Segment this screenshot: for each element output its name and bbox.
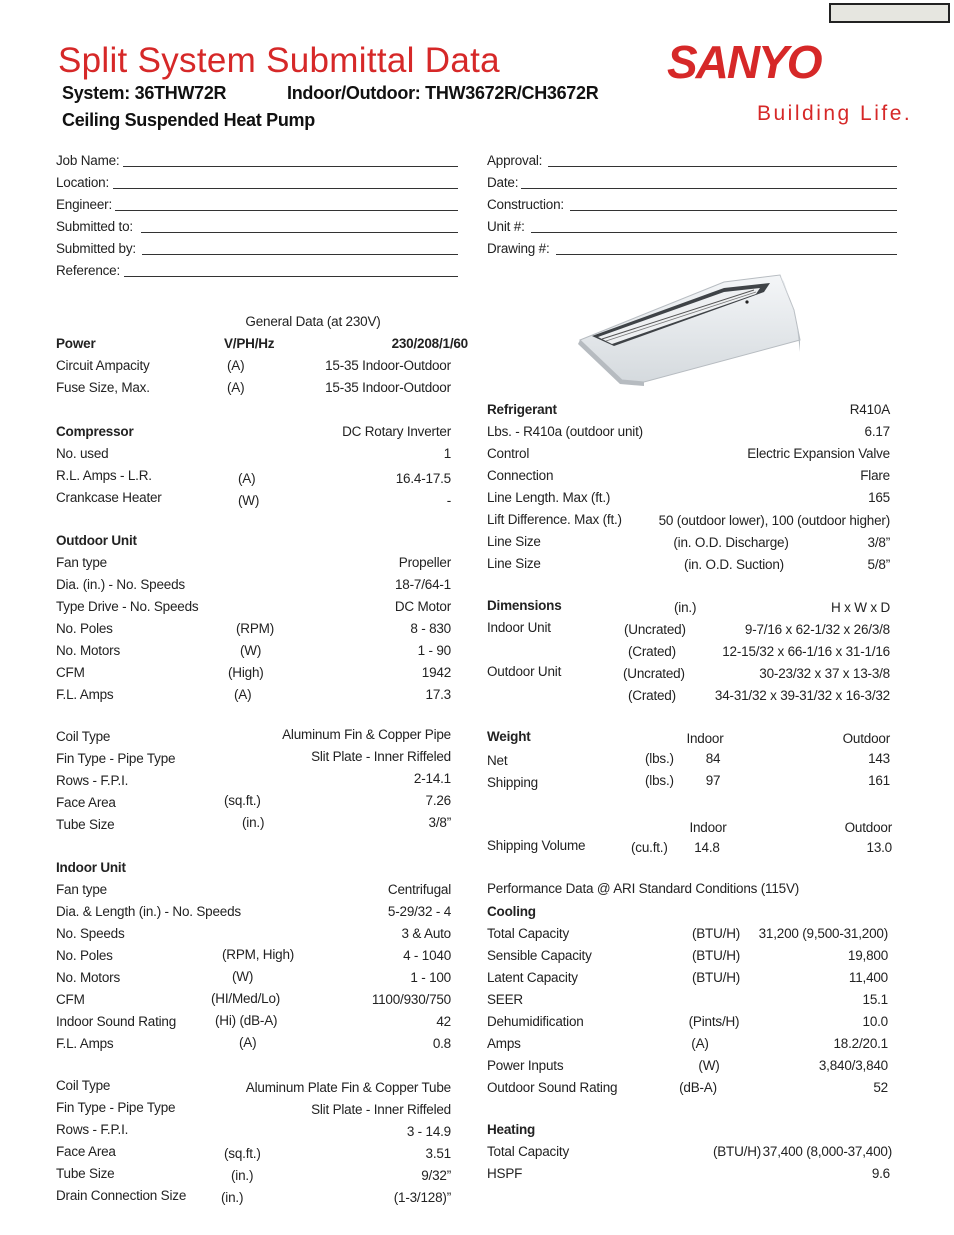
spec-value: 161: [868, 773, 890, 788]
spec-value: 5/8”: [867, 557, 890, 572]
spec-value: 3/8”: [428, 815, 451, 830]
spec-unit: (in. O.D. Suction): [684, 557, 784, 572]
spec-value: 3 & Auto: [401, 926, 451, 941]
spec-label: Fan type: [56, 882, 107, 897]
spec-unit: (W): [238, 493, 260, 508]
spec-value: 31,200 (9,500-31,200): [758, 926, 888, 941]
form-field-line[interactable]: [531, 232, 897, 233]
dimensions-hwd: H x W x D: [831, 600, 890, 615]
spec-value: 15-35 Indoor-Outdoor: [325, 380, 451, 395]
spec-value: Aluminum Fin & Copper Pipe: [282, 727, 451, 742]
cooling-heading: Cooling: [487, 904, 536, 919]
power-label: Power: [56, 336, 96, 351]
spec-value: 19,800: [847, 948, 888, 963]
spec-label: Tube Size: [56, 1166, 115, 1181]
spec-value: 0.8: [432, 1036, 451, 1051]
spec-value: 12-15/32 x 66-1/16 x 31-1/16: [722, 644, 890, 659]
spec-unit: (Hi) (dB-A): [215, 1013, 278, 1028]
spec-label: Sensible Capacity: [487, 948, 592, 963]
spec-unit: (dB-A): [679, 1080, 717, 1095]
spec-value: 18.2/20.1: [833, 1036, 888, 1051]
weight-col-indoor: Indoor: [686, 731, 724, 746]
spec-label: HSPF: [487, 1166, 523, 1181]
spec-value: 18-7/64-1: [395, 577, 451, 592]
tagline: Building Life.: [757, 102, 913, 125]
spec-unit: (A): [227, 358, 245, 373]
heating-heading: Heating: [487, 1122, 536, 1137]
spec-label: Rows - F.P.I.: [56, 1122, 129, 1137]
spec-value: 1 - 100: [410, 970, 451, 985]
spec-value: 3/8”: [867, 535, 890, 550]
spec-value: 15-35 Indoor-Outdoor: [325, 358, 451, 373]
form-field-line[interactable]: [124, 276, 458, 277]
form-field-line[interactable]: [570, 210, 897, 211]
spec-label: No. Poles: [56, 621, 113, 636]
indoor-unit-dims-label: Indoor Unit: [487, 620, 551, 635]
spec-value: 52: [873, 1080, 888, 1095]
top-right-box: [829, 3, 950, 23]
spec-label: Drain Connection Size: [56, 1188, 187, 1203]
shipping-volume-label: Shipping Volume: [487, 838, 586, 853]
spec-label: Line Size: [487, 534, 541, 549]
spec-unit: (in.): [221, 1190, 244, 1205]
spec-label: SEER: [487, 992, 523, 1007]
form-label: Location:: [56, 175, 109, 190]
spec-value: 10.0: [862, 1014, 888, 1029]
spec-unit: (Uncrated): [623, 666, 685, 681]
spec-label: Power Inputs: [487, 1058, 564, 1073]
form-field-line[interactable]: [113, 188, 458, 189]
spec-value: (1-3/128)”: [393, 1190, 451, 1205]
spec-value: 1: [443, 446, 451, 461]
indoor-outdoor-model: Indoor/Outdoor: THW3672R/CH3672R: [287, 83, 599, 103]
spec-value: 9.6: [871, 1166, 890, 1181]
form-label: Construction:: [487, 197, 564, 212]
spec-label: Latent Capacity: [487, 970, 578, 985]
system-model: System: 36THW72R: [62, 83, 227, 103]
form-label: Reference:: [56, 263, 121, 278]
spec-value: Slit Plate - Inner Riffeled: [311, 1102, 451, 1117]
sanyo-logo: [665, 38, 845, 86]
compressor-heading: Compressor: [56, 424, 134, 439]
weight-col-outdoor: Outdoor: [842, 731, 890, 746]
form-field-line[interactable]: [521, 188, 897, 189]
refrigerant-heading: Refrigerant: [487, 402, 557, 417]
spec-value: Electric Expansion Valve: [747, 446, 890, 461]
spec-unit: (BTU/H): [691, 926, 741, 941]
spec-label: Coil Type: [56, 1078, 111, 1093]
spec-label: F.L. Amps: [56, 687, 114, 702]
spec-unit: (sq.ft.): [224, 793, 261, 808]
spec-unit: (BTU/H): [691, 970, 741, 985]
dimensions-heading: Dimensions: [487, 598, 562, 613]
form-label: Submitted by:: [56, 241, 136, 256]
spec-unit: (in.): [231, 1168, 254, 1183]
spec-value: 84: [705, 751, 721, 766]
spec-unit: (RPM): [236, 621, 274, 636]
spec-unit: (A): [691, 1036, 709, 1051]
spec-value: Slit Plate - Inner Riffeled: [311, 749, 451, 764]
svg-text:SANYO: SANYO: [667, 38, 821, 86]
spec-unit: (A): [238, 471, 256, 486]
product-subtitle: Ceiling Suspended Heat Pump: [62, 110, 315, 130]
form-field-line[interactable]: [548, 166, 897, 167]
spec-unit: (in.): [242, 815, 265, 830]
spec-value: 15.1: [862, 992, 888, 1007]
spec-value: 4 - 1040: [403, 948, 451, 963]
spec-value: DC Motor: [394, 599, 451, 614]
spec-unit: (HI/Med/Lo): [211, 991, 281, 1006]
spec-label: CFM: [56, 665, 85, 680]
spec-value: -: [446, 493, 451, 508]
spec-label: Dehumidification: [487, 1014, 584, 1029]
spec-unit: (RPM, High): [222, 947, 295, 962]
spec-value: 37,400 (8,000-37,400): [762, 1144, 892, 1159]
compressor-type: DC Rotary Inverter: [342, 424, 451, 439]
volume-col-outdoor: Outdoor: [844, 820, 892, 835]
spec-label: Shipping: [487, 775, 538, 790]
spec-value: 8 - 830: [410, 621, 451, 636]
spec-unit: (lbs.): [645, 773, 674, 788]
spec-label: Rows - F.P.I.: [56, 773, 129, 788]
outdoor-unit-heading: Outdoor Unit: [56, 533, 137, 548]
spec-value: Aluminum Plate Fin & Copper Tube: [245, 1080, 451, 1095]
spec-label: Line Length. Max (ft.): [487, 490, 611, 505]
spec-value: 7.26: [425, 793, 451, 808]
performance-heading: Performance Data @ ARI Standard Conditions (115V): [487, 881, 800, 896]
spec-unit: (A): [234, 687, 252, 702]
spec-unit: (Uncrated): [624, 622, 686, 637]
spec-label: Dia. & Length (in.) - No. Speeds: [56, 904, 241, 919]
refrigerant-type: R410A: [849, 402, 890, 417]
spec-value: 5-29/32 - 4: [387, 904, 451, 919]
spec-label: Type Drive - No. Speeds: [56, 599, 199, 614]
spec-label: Fan type: [56, 555, 107, 570]
spec-label: F.L. Amps: [56, 1036, 114, 1051]
form-label: Date:: [487, 175, 519, 190]
spec-value: 3,840/3,840: [818, 1058, 888, 1073]
spec-unit: (W): [232, 969, 254, 984]
spec-value: 9/32”: [421, 1168, 451, 1183]
spec-value: 9-7/16 x 62-1/32 x 26/3/8: [744, 622, 890, 637]
indoor-unit-heading: Indoor Unit: [56, 860, 126, 875]
spec-unit: (Crated): [628, 644, 676, 659]
outdoor-unit-dims-label: Outdoor Unit: [487, 664, 562, 679]
spec-value: 6.17: [864, 424, 890, 439]
spec-value: 50 (outdoor lower), 100 (outdoor higher): [658, 513, 890, 528]
spec-label: No. Motors: [56, 643, 121, 658]
form-label: Submitted to:: [56, 219, 133, 234]
spec-unit: (BTU/H): [712, 1144, 762, 1159]
form-field-line[interactable]: [123, 166, 458, 167]
spec-label: Indoor Sound Rating: [56, 1014, 177, 1029]
spec-label: No. Poles: [56, 948, 113, 963]
spec-label: Total Capacity: [487, 1144, 569, 1159]
spec-value: 2-14.1: [413, 771, 451, 786]
form-field-line[interactable]: [141, 232, 458, 233]
spec-label: Control: [487, 446, 530, 461]
spec-label: Crankcase Heater: [56, 490, 162, 505]
form-label: Unit #:: [487, 219, 525, 234]
spec-value: 42: [436, 1014, 451, 1029]
spec-value: 1942: [421, 665, 451, 680]
page-title: Split System Submittal Data: [58, 41, 500, 80]
spec-label: Line Size: [487, 556, 541, 571]
spec-unit: (lbs.): [645, 751, 674, 766]
spec-unit: (cu.ft.): [631, 840, 668, 855]
ceiling-unit-image: [574, 270, 804, 390]
spec-label: Face Area: [56, 1144, 116, 1159]
spec-value: 97: [705, 773, 721, 788]
spec-value: 1100/930/750: [371, 992, 451, 1007]
spec-value: 14.8: [694, 840, 720, 855]
spec-label: Lift Difference. Max (ft.): [487, 512, 622, 527]
power-unit: V/PH/Hz: [224, 336, 275, 351]
spec-value: 30-23/32 x 37 x 13-3/8: [759, 666, 890, 681]
spec-label: Fin Type - Pipe Type: [56, 751, 176, 766]
spec-unit: (BTU/H): [691, 948, 741, 963]
spec-label: Amps: [487, 1036, 521, 1051]
spec-label: CFM: [56, 992, 85, 1007]
spec-unit: (A): [227, 380, 245, 395]
spec-value: Flare: [860, 468, 890, 483]
form-field-line[interactable]: [556, 254, 897, 255]
spec-value: 13.0: [866, 840, 892, 855]
spec-value: 11,400: [848, 970, 888, 985]
spec-label: No. Speeds: [56, 926, 125, 941]
spec-label: Connection: [487, 468, 554, 483]
spec-unit: (Pints/H): [688, 1014, 740, 1029]
spec-label: Outdoor Sound Rating: [487, 1080, 618, 1095]
spec-unit: (High): [228, 665, 264, 680]
form-label: Approval:: [487, 153, 543, 168]
spec-unit: (Crated): [628, 688, 676, 703]
spec-label: Dia. (in.) - No. Speeds: [56, 577, 185, 592]
spec-unit: (W): [698, 1058, 720, 1073]
spec-value: 34-31/32 x 39-31/32 x 16-3/32: [714, 688, 890, 703]
spec-label: Fuse Size, Max.: [56, 380, 150, 395]
spec-value: 3.51: [425, 1146, 451, 1161]
spec-value: 1 - 90: [417, 643, 451, 658]
general-data-heading: General Data (at 230V): [245, 314, 381, 329]
spec-label: No. used: [56, 446, 109, 461]
spec-label: Lbs. - R410a (outdoor unit): [487, 424, 643, 439]
form-label: Job Name:: [56, 153, 120, 168]
spec-value: Propeller: [398, 555, 451, 570]
spec-value: 16.4-17.5: [395, 471, 451, 486]
spec-label: Net: [487, 753, 508, 768]
power-value: 230/208/1/60: [391, 336, 468, 351]
spec-value: Centrifugal: [387, 882, 451, 897]
form-field-line[interactable]: [142, 254, 458, 255]
spec-label: R.L. Amps - L.R.: [56, 468, 152, 483]
dimensions-unit: (in.): [674, 600, 697, 615]
spec-label: Total Capacity: [487, 926, 569, 941]
spec-unit: (A): [239, 1035, 257, 1050]
volume-col-indoor: Indoor: [689, 820, 727, 835]
spec-value: 3 - 14.9: [406, 1124, 451, 1139]
form-label: Drawing #:: [487, 241, 550, 256]
spec-label: Coil Type: [56, 729, 111, 744]
spec-unit: (in. O.D. Discharge): [673, 535, 789, 550]
form-label: Engineer:: [56, 197, 112, 212]
weight-heading: Weight: [487, 729, 531, 744]
spec-value: 143: [868, 751, 890, 766]
spec-label: No. Motors: [56, 970, 121, 985]
spec-label: Fin Type - Pipe Type: [56, 1100, 176, 1115]
form-field-line[interactable]: [115, 210, 458, 211]
spec-label: Circuit Ampacity: [56, 358, 150, 373]
spec-label: Face Area: [56, 795, 116, 810]
spec-value: 165: [868, 490, 890, 505]
spec-value: 17.3: [425, 687, 451, 702]
spec-unit: (W): [240, 643, 262, 658]
spec-label: Tube Size: [56, 817, 115, 832]
spec-unit: (sq.ft.): [224, 1146, 261, 1161]
